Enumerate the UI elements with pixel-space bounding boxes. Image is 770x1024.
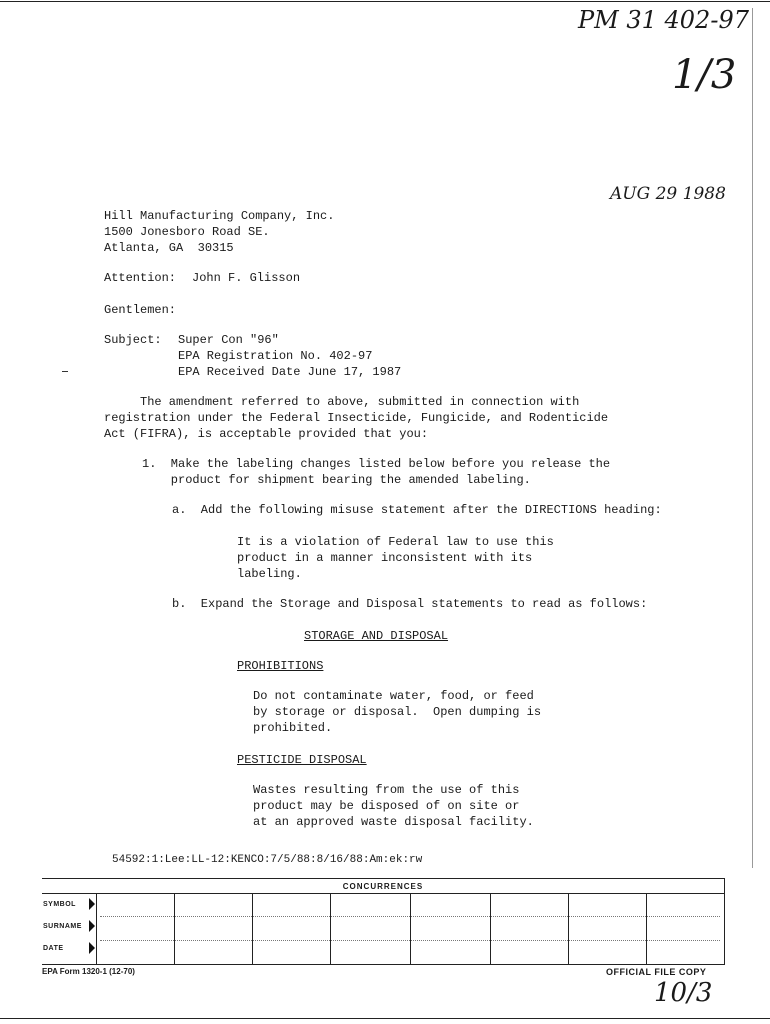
subject-received-date: EPA Received Date June 17, 1987 — [178, 365, 402, 379]
footer-page-mark: 10/3 — [654, 978, 713, 1008]
subject-registration: EPA Registration No. 402-97 — [178, 349, 373, 363]
recipient-street: 1500 Jonesboro Road SE. — [104, 225, 270, 239]
recipient-company: Hill Manufacturing Company, Inc. — [104, 209, 335, 223]
column-divider — [724, 878, 725, 965]
misuse-statement-line: labeling. — [237, 567, 302, 581]
concurrences-top-rule — [42, 878, 724, 879]
bottom-rule — [0, 1018, 770, 1019]
epa-form-number: EPA Form 1320-1 (12-70) — [42, 967, 135, 976]
date-stamp: AUG 29 1988 — [610, 184, 726, 204]
concurrences-header-rule — [42, 893, 724, 894]
body-paragraph-line: The amendment referred to above, submitted in connection with — [104, 395, 580, 409]
symbol-entry-line[interactable] — [100, 916, 720, 917]
file-number-stamp: PM 31 402-97 — [578, 6, 749, 34]
column-divider — [568, 893, 569, 964]
misuse-statement-line: product in a manner inconsistent with its — [237, 551, 533, 565]
column-divider — [646, 893, 647, 964]
concurrences-title: CONCURRENCES — [342, 882, 424, 891]
misuse-statement-line: It is a violation of Federal law to use this — [237, 535, 554, 549]
pesticide-disposal-heading: PESTICIDE DISPOSAL — [237, 753, 367, 767]
column-divider — [330, 893, 331, 964]
column-divider — [174, 893, 175, 964]
item-b: b. Expand the Storage and Disposal statements to read as follows: — [172, 597, 648, 611]
pesticide-disposal-line: product may be disposed of on site or — [253, 799, 520, 813]
row-label-symbol: SYMBOL — [43, 901, 76, 908]
column-divider — [490, 893, 491, 964]
row-arrow-icon — [89, 898, 95, 910]
page-mark-stamp: 1/3 — [672, 52, 737, 98]
prohibitions-line: Do not contaminate water, food, or feed — [253, 689, 534, 703]
column-divider — [252, 893, 253, 964]
recipient-city: Atlanta, GA 30315 — [104, 241, 234, 255]
row-arrow-icon — [89, 942, 95, 954]
row-label-surname: SURNAME — [43, 923, 82, 930]
prohibitions-line: by storage or disposal. Open dumping is — [253, 705, 542, 719]
margin-mark — [62, 371, 68, 372]
column-divider — [96, 893, 97, 964]
pesticide-disposal-line: at an approved waste disposal facility. — [253, 815, 534, 829]
subject-product: Super Con "96" — [178, 333, 279, 347]
storage-disposal-heading: STORAGE AND DISPOSAL — [304, 629, 449, 643]
prohibitions-heading: PROHIBITIONS — [237, 659, 324, 673]
official-file-copy-label: OFFICIAL FILE COPY — [606, 967, 707, 977]
subject-label: Subject: — [104, 333, 162, 347]
reference-line: 54592:1:Lee:LL-12:KENCO:7/5/88:8/16/88:Am:ek:rw — [112, 854, 423, 866]
top-rule — [0, 1, 770, 2]
item-1-line: 1. Make the labeling changes listed below before you release the — [142, 457, 611, 471]
row-arrow-icon — [89, 920, 95, 932]
attention-name: John F. Glisson — [192, 271, 301, 285]
body-paragraph-line: registration under the Federal Insecticide, Fungicide, and Rodenticide — [104, 411, 609, 425]
salutation: Gentlemen: — [104, 303, 177, 317]
concurrences-bottom-rule — [42, 964, 724, 965]
surname-entry-line[interactable] — [100, 940, 720, 941]
item-a: a. Add the following misuse statement after the DIRECTIONS heading: — [172, 503, 662, 517]
attention-label: Attention: — [104, 271, 177, 285]
column-divider — [410, 893, 411, 964]
prohibitions-line: prohibited. — [253, 721, 333, 735]
body-paragraph-line: Act (FIFRA), is acceptable provided that you: — [104, 427, 429, 441]
item-1-line: product for shipment bearing the amended labeling. — [142, 473, 531, 487]
pesticide-disposal-line: Wastes resulting from the use of this — [253, 783, 520, 797]
row-label-date: DATE — [43, 945, 64, 952]
right-edge-line — [752, 8, 753, 868]
